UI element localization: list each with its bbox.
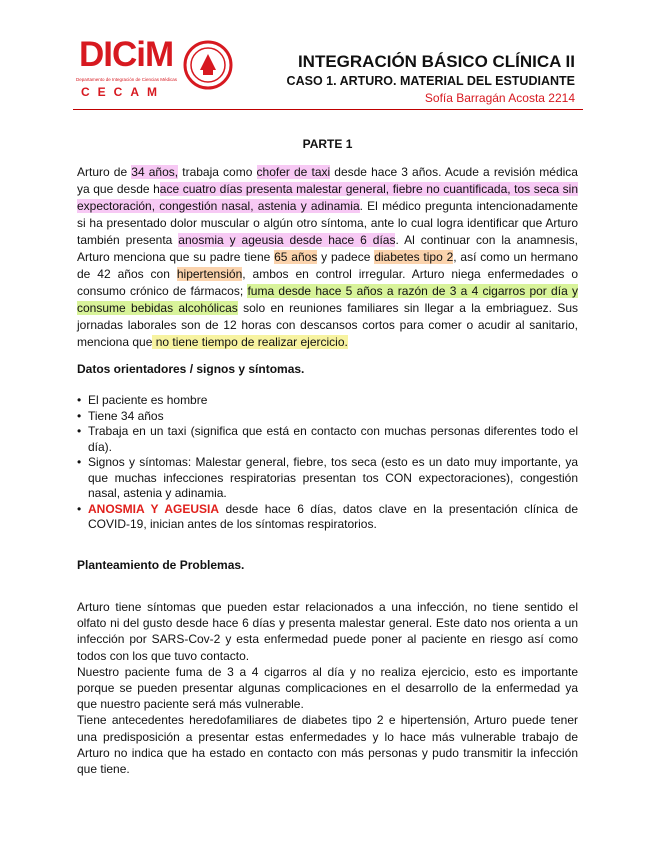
- planteamiento-body: [77, 599, 578, 777]
- highlight-occupation: chofer de taxi: [256, 165, 331, 179]
- dicim-logo: [73, 35, 251, 102]
- list-item: • Signos y síntomas: Malestar general, fiebre, tos seca (esto es un dato muy importante, ya que muchas infecciones respiratorias presentan tos CON expectoraciones), congestión nasal, astenia y adinamia.: [77, 455, 578, 500]
- highlight-age: 34 años,: [131, 165, 179, 179]
- logo-subtitle: Departamento de Integración de Ciencias Médicas: [76, 77, 178, 82]
- highlight-diabetes: diabetes tipo 2: [374, 250, 454, 264]
- list-item: • ANOSMIA Y AGEUSIA desde hace 6 días, datos clave en la presentación clínica de COVID-19, inician antes de los síntomas respiratorios.: [77, 501, 578, 531]
- highlight-father-age: 65 años: [274, 250, 318, 264]
- list-item: • Trabaja en un taxi (significa que está en contacto con muchas personas diferentes todo el día).: [77, 424, 578, 454]
- highlight-exercise: no tiene tiempo de realizar ejercicio.: [152, 335, 348, 349]
- plan-paragraph: Nuestro paciente fuma de 3 a 4 cigarros al día y no realiza ejercicio, esto es importante porque se pueden presentar algunas complicaciones en el desarrollo de la enfermedad ya que nuestro paciente será más vulnerable.: [77, 664, 578, 712]
- highlight-hypertension: hipertensión: [176, 267, 243, 281]
- case-intro-paragraph: Arturo de 34 años, trabaja como chofer de taxi desde hace 3 años. Acude a revisión médica ya que desde hace cuatro días presenta malestar general, fiebre no cuantificada, tos seca sin expectoración, congestión nasal, astenia y adinamia. El médico pregunta intencionadamente si ha presentado dolor muscular o algún otro síntoma, ante lo cual logra identificar que Arturo también presenta anosmia y ageusia desde hace 6 días. Al continuar con la anamnesis, Arturo menciona que su padre tiene 65 años y padece diabetes tipo 2, así como un hermano de 42 años con hipertensión, ambos en control irregular. Arturo niega enfermedades o consumo crónico de fármacos; fuma desde hace 5 años a razón de 3 a 4 cigarros por día y consume bebidas alcohólicas solo en reuniones familiares sin llegar a la embriaguez. Sus jornadas laborales son de 12 horas con descansos cortos para comer o acudir al sanitario, menciona que no tiene tiempo de realizar ejercicio.: [77, 165, 579, 349]
- case-subtitle: CASO 1. ARTURO. MATERIAL DEL ESTUDIANTE: [286, 74, 575, 88]
- plan-paragraph: Tiene antecedentes heredofamiliares de diabetes tipo 2 e hipertensión, Arturo puede tener una predisposición a presentar estas enfermedades y lo hace más vulnerable trabajo de Arturo no indica que ha estado en contacto con más personas y pudo transmitir la infección que tiene.: [77, 713, 578, 777]
- datos-heading: Datos orientadores / signos y síntomas.: [77, 362, 305, 376]
- planteamiento-heading: Planteamiento de Problemas.: [77, 558, 245, 572]
- plan-paragraph: Arturo tiene síntomas que pueden estar relacionados a una infección, no tiene sentido el olfato ni del gusto desde hace 6 días y presenta malestar general. Este dato nos orienta a un infección por SARS-Cov-2 y esta enfermedad puede poner al paciente en riesgo así como todos con los que tuvo contacto.: [77, 600, 578, 663]
- highlight-anosmia: anosmia y ageusia desde hace 6 días: [178, 233, 396, 247]
- datos-list: [77, 393, 578, 533]
- anosmia-emphasis: ANOSMIA Y AGEUSIA: [88, 501, 220, 516]
- highlight-symptoms: ace cuatro días presenta malestar general, fiebre no cuantificada, tos seca sin expectoración, congestión nasal, astenia y adinamia: [77, 182, 578, 213]
- list-item: • El paciente es hombre: [77, 393, 208, 407]
- logo-cecam: CECAM: [81, 85, 165, 99]
- seal-icon: [183, 40, 233, 90]
- document-title: INTEGRACIÓN BÁSICO CLÍNICA II: [297, 52, 575, 71]
- logo-wordmark: DICiM: [79, 35, 174, 74]
- highlight-habits: fuma desde hace 5 años a razón de 3 a 4 cigarros por día y consume bebidas alcohólicas: [77, 284, 579, 315]
- header-divider: [73, 109, 583, 110]
- author-line: Sofía Barragán Acosta 2214: [424, 91, 575, 105]
- list-item: • Tiene 34 años: [77, 408, 164, 423]
- part-title: PARTE 1: [302, 137, 353, 151]
